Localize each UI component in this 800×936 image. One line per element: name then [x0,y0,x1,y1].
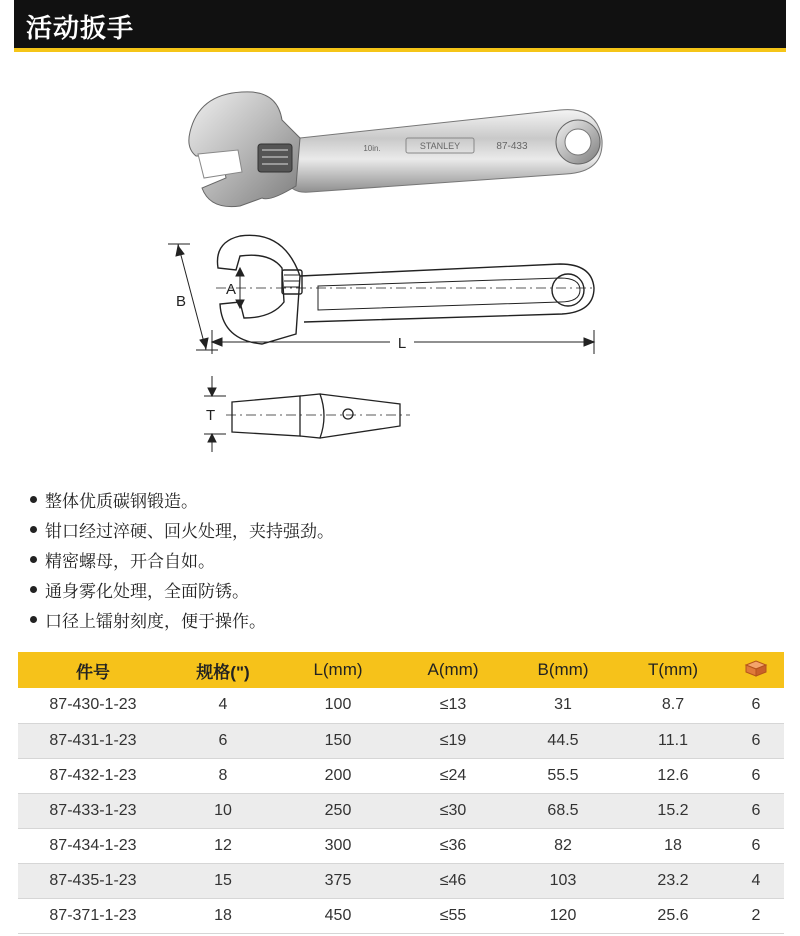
cell-part-number: 87-435-1-23 [18,863,168,898]
cell-part-number: 87-434-1-23 [18,828,168,863]
feature-text: 精密螺母，开合自如。 [45,551,215,572]
cell-length: 300 [278,828,398,863]
bullet-icon [30,526,37,533]
cell-jaw-opening: ≤13 [398,688,508,723]
dimension-l-label: L [397,335,407,352]
table-header-row [18,652,784,688]
cell-size: 18 [168,898,278,933]
header-jaw-opening: A(mm) [398,652,508,688]
table-row [18,793,784,828]
cell-box-qty: 4 [728,863,784,898]
cell-size: 6 [168,723,278,758]
product-figure [0,60,800,470]
feature-text: 整体优质碳钢锻造。 [45,491,198,512]
size-engraving: 10in. [363,144,381,153]
cell-thickness: 12.6 [618,758,728,793]
cell-jaw-opening: ≤19 [398,723,508,758]
header-box-qty [728,652,784,688]
bullet-icon [30,586,37,593]
cell-length: 100 [278,688,398,723]
table-row [18,758,784,793]
cell-head-width: 55.5 [508,758,618,793]
cell-head-width: 82 [508,828,618,863]
cell-thickness: 18 [618,828,728,863]
cell-length: 375 [278,863,398,898]
cell-box-qty: 6 [728,828,784,863]
model-engraving: 87-433 [496,141,528,152]
table-row [18,863,784,898]
dimension-a-label: A [226,281,237,298]
list-item [30,484,770,514]
table-row [18,898,784,933]
list-item [30,514,770,544]
bullet-icon [30,556,37,563]
page-title: 活动扳手 [26,14,135,44]
bullet-icon [30,496,37,503]
feature-text: 钳口经过淬硬、回火处理，夹持强劲。 [45,521,334,542]
cell-head-width: 44.5 [508,723,618,758]
cell-thickness: 11.1 [618,723,728,758]
feature-text: 通身雾化处理，全面防锈。 [45,581,249,602]
feature-list [30,484,770,634]
cell-box-qty: 6 [728,688,784,723]
cell-jaw-opening: ≤55 [398,898,508,933]
cell-size: 10 [168,793,278,828]
cell-box-qty: 2 [728,898,784,933]
cell-length: 200 [278,758,398,793]
header-size: 规格(") [168,652,278,688]
cell-jaw-opening: ≤46 [398,863,508,898]
box-icon [743,658,769,678]
cell-size: 12 [168,828,278,863]
cell-part-number: 87-431-1-23 [18,723,168,758]
header-head-width: B(mm) [508,652,618,688]
cell-head-width: 120 [508,898,618,933]
dimension-b-label: B [176,293,187,310]
feature-text: 口径上镭射刻度，便于操作。 [45,611,266,632]
cell-thickness: 25.6 [618,898,728,933]
cell-size: 4 [168,688,278,723]
bullet-icon [30,616,37,623]
header-part-number: 件号 [18,652,168,688]
list-item [30,574,770,604]
dimension-t-label: T [206,407,216,424]
brand-engraving: STANLEY [419,141,461,151]
cell-jaw-opening: ≤36 [398,828,508,863]
table-row [18,828,784,863]
cell-length: 250 [278,793,398,828]
cell-jaw-opening: ≤30 [398,793,508,828]
cell-box-qty: 6 [728,758,784,793]
header-thickness: T(mm) [618,652,728,688]
cell-part-number: 87-433-1-23 [18,793,168,828]
cell-thickness: 8.7 [618,688,728,723]
cell-head-width: 68.5 [508,793,618,828]
cell-length: 150 [278,723,398,758]
wrench-drawing-top [216,235,594,344]
wrench-illustration [0,60,800,470]
cell-box-qty: 6 [728,793,784,828]
cell-length: 450 [278,898,398,933]
header-length: L(mm) [278,652,398,688]
cell-box-qty: 6 [728,723,784,758]
cell-part-number: 87-430-1-23 [18,688,168,723]
wrench-photo [189,92,602,207]
wrench-drawing-side [226,394,410,438]
cell-head-width: 103 [508,863,618,898]
cell-size: 8 [168,758,278,793]
list-item [30,544,770,574]
cell-jaw-opening: ≤24 [398,758,508,793]
cell-size: 15 [168,863,278,898]
cell-thickness: 15.2 [618,793,728,828]
table-row [18,688,784,723]
spec-table [18,652,784,934]
table-row [18,723,784,758]
cell-part-number: 87-432-1-23 [18,758,168,793]
cell-part-number: 87-371-1-23 [18,898,168,933]
list-item [30,604,770,634]
cell-head-width: 31 [508,688,618,723]
cell-thickness: 23.2 [618,863,728,898]
header-bar [14,0,786,52]
